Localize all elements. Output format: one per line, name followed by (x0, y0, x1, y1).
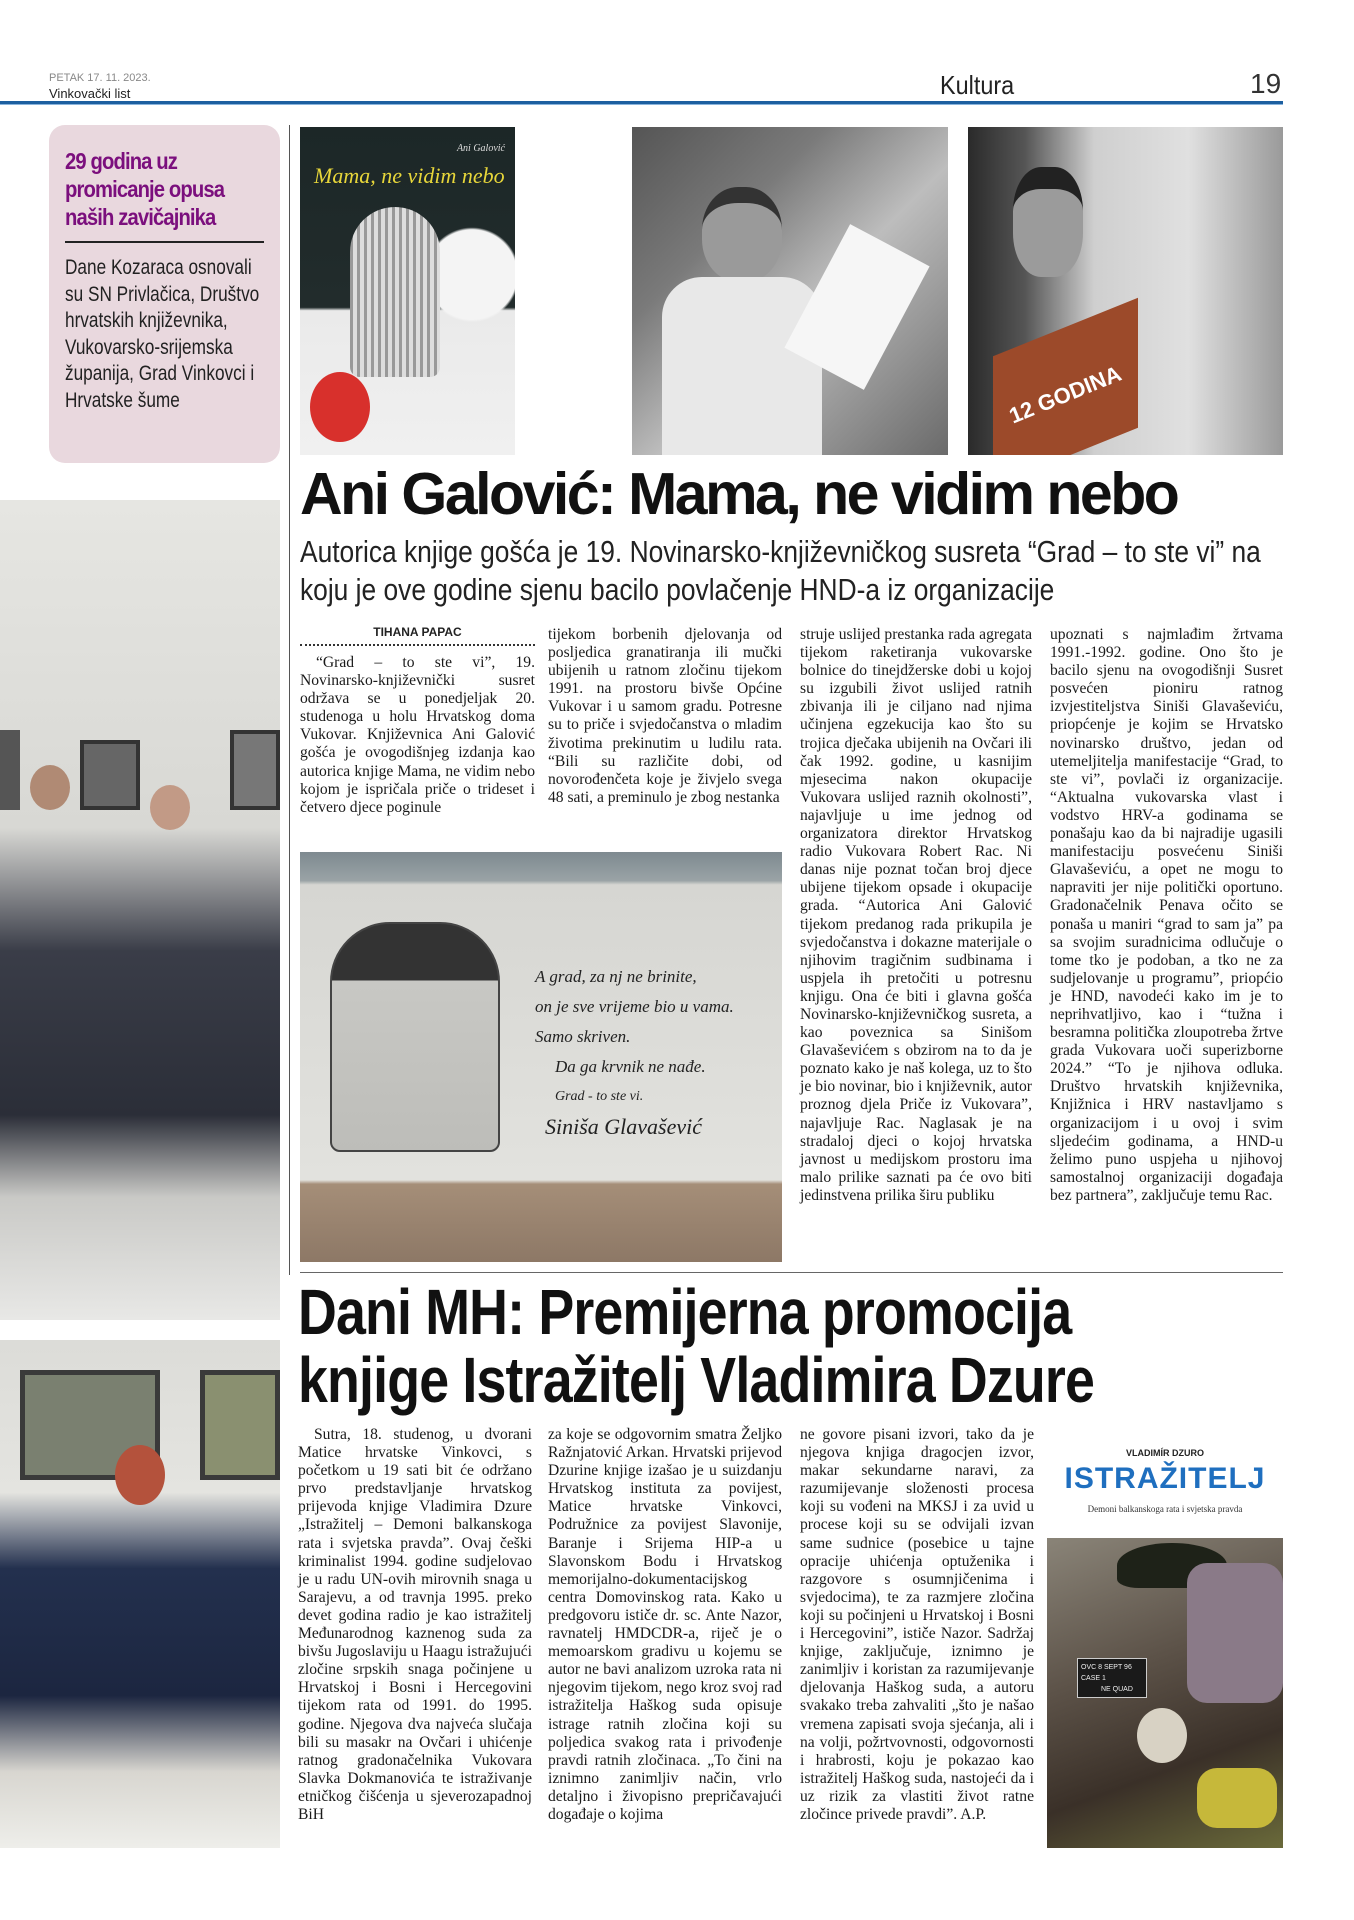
paragraph: “Grad – to ste vi”, 19. Novinarsko-književnički susret održava se u ponedjeljak 20. studenoga u holu Hrvatskog doma Vukovar. Književnica Ani Galović gošća je ovogodišnjeg izdanja kao autorica knjige Mama, ne vidim nebo kojom je ispričala priče o trideset i četvero djece poginule (300, 654, 535, 816)
paragraph: upoznati s najmlađim žrtvama 1991.-1992. godine. Ono što je bacilo sjenu na ovogodišnji Susret posvećen pioniru ratnog izvjestiteljstva Siniši Glavaševiću, priopćenje je kojim se Hrvatsko novinarsko društvo, jedan od utemeljitelja manifestacije “Grad, to ste vi”, povlači iz organizacije. “Aktualna vukovarska vlast i vodstvo HRV-a godinama se ponašaju kao da bi najradije ugasili manifestaciju posvećenu Siniši Glavaševiću, a opet ne mogu to napraviti jer nije politički oportuno. Gradonačelnik Penava očito se ponaša u maniri “grad to sam ja” pa sa svojim suradnicima odlučuje o tome tko je podoban, a tko ne za sudjelovanje u programu”, priopćio je HND, navodeći kako im je to neprihvatljivo, kao i “tužna i besramna politička zloupotreba žrtve grada Vukovara uoči superizborne 2024.” “To je njihova odluka. Društvo hrvatskih književnika, Knjižnica i HRV nastavljamo s organizacijom i u ovoj i svim sljedećim godinama, a HND-u želimo puno uspjeha u njihovoj samostalnoj organizaciji događaja bez partnera”, zaključuje temu Rac. (1050, 626, 1283, 1204)
book-cover-mama-ne-vidim-nebo (300, 127, 515, 455)
section-title: Kultura (940, 70, 1015, 100)
sidebar-title: 29 godina uz promicanje opusa naših zavičajnika (65, 148, 225, 230)
event-photo-audience (0, 500, 280, 1320)
mural-line: on je sve vrijeme bio u vama. (535, 997, 734, 1016)
paragraph: tijekom borbenih djelovanja od posljedica granatiranja ili mučki ubijenih u ratnom zločinu tijekom 1991. na prostoru bivše Općine Vukovar i u samom gradu. Potresne su to priče i svjedočanstva o mladim životima prekinutim u ludilu rata. “Bili su različite dobi, od novorođenčeta koje je živjelo svega 48 sati, a preminulo je zbog nestanka (548, 626, 782, 806)
headline-line: Dani MH: Premijerna promocija (298, 1276, 1072, 1348)
photo-mural-glavasevic (300, 852, 782, 1262)
mural-text (535, 962, 734, 1142)
sidebar-body: Dane Kozaraca osnovali su SN Privlačica, Društvo hrvatskih književnika, Vukovarsko-srijemska županija, Grad Vinkovci i Hrvatske šume (65, 256, 260, 412)
mural-line: Siniša Glavašević (545, 1114, 703, 1139)
event-photo-speaker (0, 1340, 280, 1848)
article-headline: Ani Galović: Mama, ne vidim nebo (300, 461, 1178, 527)
newspaper-name: Vinkovački list (49, 86, 131, 101)
sidebar-rule (65, 241, 264, 243)
article-headline (298, 1278, 1094, 1414)
paragraph: Sutra, 18. studenog, u dvorani Matice hrvatske Vinkovci, s početkom u 19 sati bit će održano prvo predstavljanje hrvatskog prijevoda knjige Vladimira Dzure „Istražitelj – Demoni balkanskoga rata i svjetska pravda”. Ovaj češki kriminalist 1994. godine sudjelovao je u radu UN-ovih mirovnih snaga u Sarajevu, a od travnja 1995. preko devet godina radio je kao istražitelj Međunarodnog kaznenog suda za bivšu Jugoslaviju u Haagu istražujući zločine srpskih snaga počinjene u Hrvatskoj i Bosni i Hercegovini tijekom rata od 1991. do 1995. godine. Njegova dva najveća slučaja bili su masakr na Ovčari i uhićenje ratnog gradonačelnika Vukovara Slavka Dokmanovića te istraživanje etničkog čišćenja u sjeverozapadnoj BiH (298, 1426, 532, 1823)
mural-line: A grad, za nj ne brinite, (535, 967, 697, 986)
paragraph: struje uslijed prestanka rada agregata tijekom raketiranja vukovarske bolnice do tinejdžerske dobi u kojoj su izgubili život uslijed ratnih zbivanja ili je ciljano nad njima učinjena egzekucija kao što su trojica dječaka ubijenih na Ovčari ili čak 1992. godine, u kasnijim mjesecima nakon okupacije Vukovara uslijed raznih okolnosti”, najavljuje u ime jednog od organizatora direktor Hrvatskog radio Vukovara Robert Rac. Ni danas nije poznat točan broj djece ubijene tijekom opsade i okupacije grada. “Autorica Ani Galović tijekom predanog rada prikupila je svjedočanstva i dokazne materijale o njihovim tragičnim sudbinama i uspjela ih pretočiti u potresnu knjigu. Ona će biti i glavna gošća Novinarsko-književničkog susreta, a kao poveznica sa Sinišom Glavaševićem s obzirom na to da je poznato kako je naš kolega, uz to što je bio novinar, bio i književnik, autor proznog djela Priče iz Vukovara”, najavljuje Rac. Naglasak je na stradaloj djeci o kojoj hrvatska javnost u medijskom prostoru ima malo prilike saznati pa će ovo biti jedinstvena prilika širu publiku (800, 626, 1032, 1204)
sign-line: OVC 8 SEPT 96 (1081, 1664, 1132, 1671)
book-cover-istrazitelj (1047, 1426, 1283, 1848)
article-column (298, 1426, 532, 1824)
book-author: VLADIMÍR DZURO (1126, 1448, 1204, 1458)
article-column (1050, 626, 1283, 1205)
book-title: Mama, ne vidim nebo (314, 163, 505, 188)
article-column (548, 1426, 782, 1824)
byline-rule (300, 644, 535, 646)
headline-line: knjige Istražitelj Vladimira Dzure (298, 1344, 1095, 1416)
author-byline: TIHANA PAPAC (373, 625, 462, 639)
column-divider (289, 125, 290, 1275)
mural-line: Samo skriven. (535, 1027, 631, 1046)
mural-line: Grad - to ste vi. (555, 1089, 644, 1104)
photo-memorial-exhibition (968, 127, 1283, 455)
paragraph: ne govore pisani izvori, tako da je njegova knjiga dragocjen izvor, makar sekundarne naravi, za razumijevanje složenosti procesa koji su vođeni na MKSJ i za uvid u procese koji su se odvijali izvan same sudnice (posebice u tajne opracije uhićenja optuženika i razgovore s osumnjičenima i svjedocima), te za razmjere zločina koji su počinjeni u Hrvatskoj i Bosni i Hercegovini”, ističe Nazor. Sadržaj knjige, zaključuje, iznimno je zanimljiv i koristan za razumijevanje djelovanja Haškog suda, a autoru svakako treba zahvaliti „što je našao vremena zapisati svoja sjećanja, ali i na volji, požrtvovnosti, odgovornosti i hrabrosti, koju je pokazao kao istražitelj Haškog suda, nastojeći da i uz rizik za vlastiti život ratne zločince privede pravdi”. A.P. (800, 1426, 1034, 1823)
evidence-sign (1077, 1658, 1147, 1698)
sign-line: CASE 1 (1081, 1675, 1106, 1682)
article-column (548, 626, 782, 807)
sign-line: NE QUAD (1101, 1686, 1133, 1693)
book-author: Ani Galović (456, 143, 505, 154)
memorial-label: 12 GODINA (1005, 360, 1125, 429)
mural-line: Da ga krvnik ne nađe. (555, 1057, 706, 1076)
article-column (300, 654, 535, 817)
issue-date: PETAK 17. 11. 2023. (49, 72, 151, 84)
header-rule (0, 101, 1283, 105)
page-number: 19 (1250, 68, 1282, 99)
photo-radio-journalist (632, 127, 948, 455)
paragraph: za koje se odgovornim smatra Željko Ražnjatović Arkan. Hrvatski prijevod Dzurine knjige izašao je u suizdanju Hrvatskog instituta za povijest, Matice hrvatske Vinkovci, Podružnice za povijest Slavonije, Baranje i Srijema HIP-a u Slavonskom Bodu i Hrvatskog memorijalno-dokumentacijskog centra Domovinskog rata. Kako u predgovoru ističe dr. sc. Ante Nazor, ravnatelj HMDCDR-a, riječ je o memoarskom gradivu u kojemu se autor ne bavi analizom uzroka rata ni njegovim tijekom, nego kroz svoj rad istražitelja Haškog suda opisuje istrage ratnih zločina koji su poljedica svakog rata i privođenje pravdi ratnih zločinaca. „To čini na iznimno zanimljiv način, vrlo detaljno i živopisno prepričavajući događaje o kojima (548, 1426, 782, 1823)
sidebar-box (49, 125, 280, 463)
book-title: ISTRAŽITELJ (1064, 1462, 1266, 1495)
article-subtitle: Autorica knjige gošća je 19. Novinarsko-književničkog susreta “Grad – to ste vi” na koju je ove godine sjenu bacilo povlačenje HND-a iz organizacije (300, 534, 1261, 607)
article-column (800, 1426, 1034, 1824)
book-subtitle: Demoni balkanskoga rata i svjetska pravda (1087, 1504, 1243, 1514)
article-separator (300, 1272, 1283, 1273)
article-column (800, 626, 1032, 1205)
